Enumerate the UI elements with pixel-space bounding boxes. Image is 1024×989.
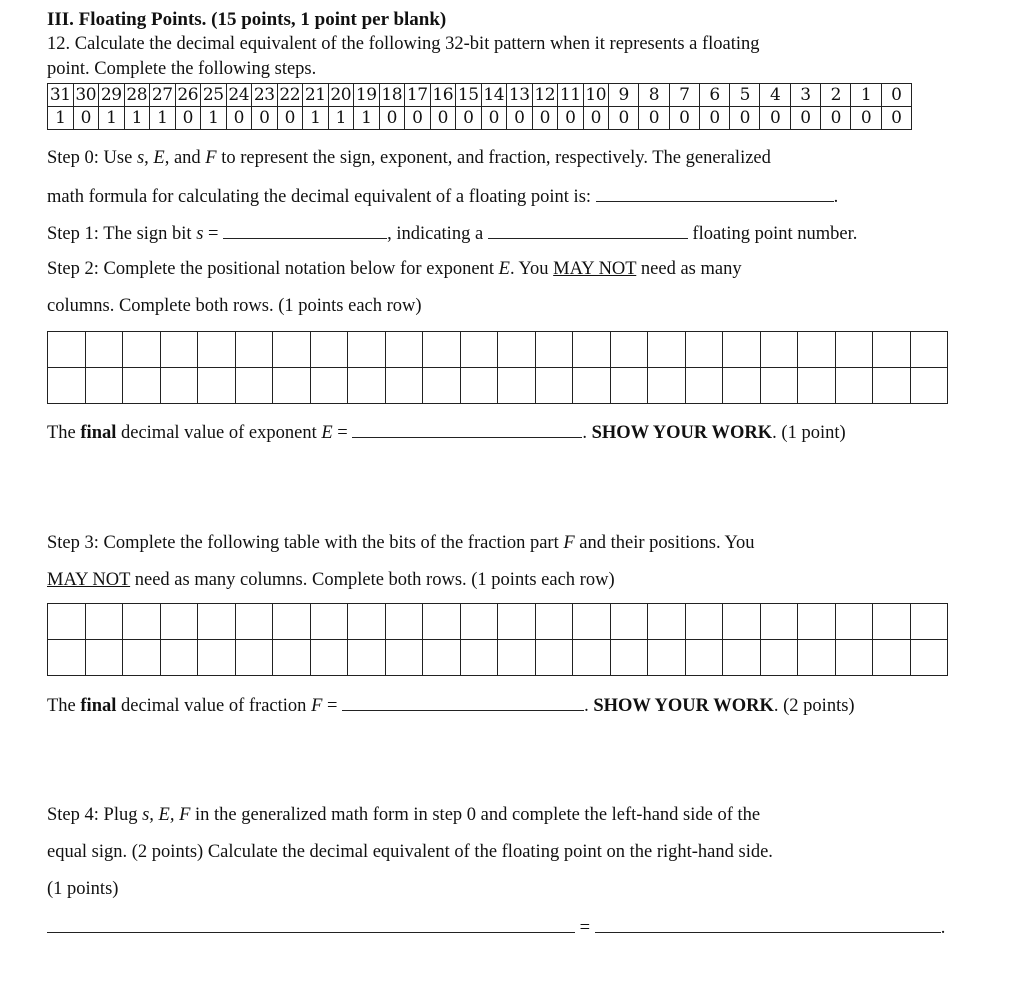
bit-value-cell: 0 [609,107,639,130]
grid-cell[interactable] [835,604,873,640]
bit-position-cell: 31 [48,84,74,107]
var-F: F [205,148,217,168]
exp-final-text-b: decimal value of exponent [116,423,322,443]
grid-cell[interactable] [873,640,911,676]
grid-cell[interactable] [610,368,648,404]
grid-cell[interactable] [348,368,386,404]
step4-line1 [47,805,760,826]
grid-cell[interactable] [685,368,723,404]
grid-cell[interactable] [85,604,123,640]
grid-cell[interactable] [460,604,498,640]
step1-text-c: floating point number. [687,224,858,244]
bit-value-cell: 0 [405,107,431,130]
frac-final-eq: = [322,696,343,716]
bit-position-cell: 12 [532,84,558,107]
frac-final-points: . (2 points) [773,696,855,716]
bit-position-cell: 0 [881,84,911,107]
rhs-blank[interactable] [595,916,941,933]
grid-cell[interactable] [160,332,198,368]
exponent-value-blank[interactable] [352,421,582,438]
grid-cell[interactable] [535,368,573,404]
bit-position-cell: 3 [790,84,820,107]
exp-final-eq: = [332,423,353,443]
sign-bit-blank[interactable] [223,222,387,239]
grid-cell[interactable] [685,332,723,368]
exponent-grid-row-1 [48,332,948,368]
step3-text-c: need as many columns. Complete both rows. (1 points each row) [130,570,615,590]
show-your-work: SHOW YOUR WORK [593,696,774,716]
exponent-grid [47,331,948,404]
grid-cell[interactable] [198,604,236,640]
var-s: s [136,148,145,168]
step1-text-a: Step 1: The sign bit [47,224,197,244]
bit-value-cell: 0 [760,107,790,130]
bit-position-row [48,84,912,107]
grid-cell[interactable] [423,332,461,368]
var-s: s [196,224,204,244]
grid-cell[interactable] [235,368,273,404]
bit-value-cell: 0 [277,107,303,130]
grid-cell[interactable] [535,604,573,640]
step2-text-b: . You [509,259,554,279]
frac-final-text-a: The [47,696,81,716]
bit-value-cell: 1 [328,107,354,130]
final-emphasis: final [80,423,117,443]
grid-cell[interactable] [160,640,198,676]
bit-value-cell: 1 [99,107,125,130]
grid-cell[interactable] [123,604,161,640]
step4-eq: = [575,918,595,938]
bit-position-cell: 30 [73,84,99,107]
sign-type-blank[interactable] [488,222,688,239]
grid-cell[interactable] [273,640,311,676]
step0-end: . [833,187,839,207]
fraction-final-line [47,694,855,717]
grid-cell[interactable] [310,332,348,368]
formula-blank[interactable] [596,185,834,202]
bit-value-cell: 0 [821,107,851,130]
grid-cell[interactable] [385,604,423,640]
grid-cell[interactable] [123,640,161,676]
step4-end: . [940,918,946,938]
step3-text-a: Step 3: Complete the following table with the bits of the fraction part [47,533,564,553]
grid-cell[interactable] [235,332,273,368]
step3-line2 [47,570,615,591]
bit-value-cell: 0 [175,107,201,130]
step2-text-c: need as many [636,259,742,279]
grid-cell[interactable] [760,604,798,640]
grid-cell[interactable] [385,640,423,676]
grid-cell[interactable] [535,640,573,676]
grid-cell[interactable] [648,604,686,640]
bit-position-cell: 19 [354,84,380,107]
bit-value-cell: 0 [558,107,584,130]
grid-cell[interactable] [610,332,648,368]
grid-cell[interactable] [235,640,273,676]
grid-cell[interactable] [498,604,536,640]
bit-position-cell: 21 [303,84,329,107]
bit-value-cell: 1 [201,107,227,130]
question-intro-2: point. Complete the following steps. [47,59,317,79]
grid-cell[interactable] [723,332,761,368]
bit-position-cell: 4 [760,84,790,107]
bit-value-cell: 0 [73,107,99,130]
grid-cell[interactable] [835,332,873,368]
section-title: III. Floating Points. (15 points, 1 point per blank) [47,9,447,30]
grid-cell[interactable] [910,604,948,640]
step2-line2: columns. Complete both rows. (1 points each row) [47,296,422,316]
bit-value-cell: 0 [730,107,760,130]
grid-cell[interactable] [348,640,386,676]
step1-eq: = [203,224,224,244]
show-your-work: SHOW YOUR WORK [591,423,773,443]
bit-value-cell: 0 [481,107,507,130]
bit-value-cell: 0 [226,107,252,130]
grid-cell[interactable] [385,332,423,368]
step4-text-b: in the generalized math form in step 0 and complete the left-hand side of the [190,805,761,825]
bit-value-cell: 0 [532,107,558,130]
grid-cell[interactable] [573,368,611,404]
grid-cell[interactable] [85,640,123,676]
grid-cell[interactable] [423,640,461,676]
step2-text-a: Step 2: Complete the positional notation below for exponent [47,259,499,279]
final-emphasis: final [80,696,117,716]
grid-cell[interactable] [910,640,948,676]
grid-cell[interactable] [310,368,348,404]
step1-text-b: , indicating a [387,224,488,244]
grid-cell[interactable] [760,368,798,404]
bit-position-cell: 22 [277,84,303,107]
step0-line1 [47,148,771,169]
bit-position-cell: 13 [507,84,533,107]
grid-cell[interactable] [610,640,648,676]
grid-cell[interactable] [385,368,423,404]
bit-position-cell: 15 [456,84,482,107]
grid-cell[interactable] [685,604,723,640]
grid-cell[interactable] [123,368,161,404]
bit-value-cell: 1 [354,107,380,130]
step4-text-a: Step 4: Plug [47,805,143,825]
grid-cell[interactable] [123,332,161,368]
bit-position-cell: 27 [150,84,176,107]
grid-cell[interactable] [610,604,648,640]
fraction-grid [47,603,948,676]
bit-position-cell: 7 [669,84,699,107]
grid-cell[interactable] [498,332,536,368]
exponent-final-line [47,421,846,444]
step4-line2: equal sign. (2 points) Calculate the decimal equivalent of the floating point on the right-hand side. [47,842,773,862]
grid-cell[interactable] [910,332,948,368]
grid-cell[interactable] [760,332,798,368]
grid-cell[interactable] [198,640,236,676]
grid-cell[interactable] [910,368,948,404]
grid-cell[interactable] [85,332,123,368]
bit-position-cell: 9 [609,84,639,107]
grid-cell[interactable] [648,332,686,368]
bit-value-cell: 0 [790,107,820,130]
var-E: E [321,423,333,443]
grid-cell[interactable] [723,368,761,404]
step0-c1: , [144,148,154,168]
grid-cell[interactable] [48,368,86,404]
bit-value-cell: 0 [379,107,405,130]
grid-cell[interactable] [723,604,761,640]
grid-cell[interactable] [648,368,686,404]
grid-cell[interactable] [235,604,273,640]
bit-position-cell: 25 [201,84,227,107]
step0-text-b: to represent the sign, exponent, and fraction, respectively. The generalized [216,148,771,168]
grid-cell[interactable] [160,368,198,404]
grid-cell[interactable] [498,640,536,676]
grid-cell[interactable] [273,368,311,404]
bit-value-cell: 1 [303,107,329,130]
frac-final-text-b: decimal value of fraction [116,696,312,716]
grid-cell[interactable] [648,640,686,676]
step0-formula-prompt: math formula for calculating the decimal equivalent of a floating point is: [47,187,596,207]
grid-cell[interactable] [423,368,461,404]
grid-cell[interactable] [423,604,461,640]
step0-line2 [47,185,838,208]
grid-cell[interactable] [348,604,386,640]
var-E: E [153,148,165,168]
bit-value-cell: 1 [124,107,150,130]
grid-cell[interactable] [460,368,498,404]
fraction-grid-row-1 [48,604,948,640]
may-not-emphasis: MAY NOT [47,570,131,590]
step4-vars: s, E, F [142,805,191,825]
grid-cell[interactable] [460,640,498,676]
grid-cell[interactable] [798,332,836,368]
grid-cell[interactable] [48,604,86,640]
bit-position-cell: 26 [175,84,201,107]
grid-cell[interactable] [198,332,236,368]
step2-line1 [47,259,742,280]
grid-cell[interactable] [198,368,236,404]
step4-line3: (1 points) [47,879,119,899]
grid-cell[interactable] [760,640,798,676]
bit-position-cell: 5 [730,84,760,107]
var-F: F [311,696,323,716]
grid-cell[interactable] [498,368,536,404]
bit-value-cell: 0 [507,107,533,130]
bit-position-cell: 2 [821,84,851,107]
exp-final-dot: . [582,423,592,443]
frac-final-dot: . [584,696,594,716]
bit-pattern-table [47,83,912,130]
bit-position-cell: 6 [699,84,729,107]
bit-position-cell: 1 [851,84,881,107]
exponent-grid-row-2 [48,368,948,404]
grid-cell[interactable] [873,368,911,404]
var-E: E [498,259,510,279]
grid-cell[interactable] [48,640,86,676]
grid-cell[interactable] [573,604,611,640]
step4-answer-line [47,916,945,939]
step3-line1 [47,533,755,554]
grid-cell[interactable] [873,604,911,640]
var-F: F [563,533,575,553]
bit-value-cell: 0 [639,107,669,130]
grid-cell[interactable] [310,640,348,676]
bit-position-cell: 10 [583,84,609,107]
bit-position-cell: 11 [558,84,584,107]
step0-c2: , and [164,148,206,168]
bit-position-cell: 8 [639,84,669,107]
grid-cell[interactable] [685,640,723,676]
grid-cell[interactable] [85,368,123,404]
grid-cell[interactable] [798,640,836,676]
bit-value-cell: 0 [430,107,456,130]
step1-line [47,222,857,245]
grid-cell[interactable] [348,332,386,368]
grid-cell[interactable] [723,640,761,676]
fraction-grid-row-2 [48,640,948,676]
exp-final-points: . (1 point) [772,423,846,443]
grid-cell[interactable] [798,368,836,404]
bit-position-cell: 16 [430,84,456,107]
bit-position-cell: 18 [379,84,405,107]
bit-value-cell: 0 [252,107,278,130]
grid-cell[interactable] [835,640,873,676]
grid-cell[interactable] [273,604,311,640]
bit-value-cell: 0 [699,107,729,130]
grid-cell[interactable] [460,332,498,368]
grid-cell[interactable] [535,332,573,368]
grid-cell[interactable] [573,332,611,368]
bit-value-cell: 0 [583,107,609,130]
fraction-value-blank[interactable] [342,694,584,711]
bit-position-cell: 24 [226,84,252,107]
bit-position-cell: 23 [252,84,278,107]
bit-position-cell: 17 [405,84,431,107]
question-intro: 12. Calculate the decimal equivalent of the following 32-bit pattern when it represents a floating [47,34,760,54]
grid-cell[interactable] [798,604,836,640]
grid-cell[interactable] [48,332,86,368]
lhs-blank[interactable] [47,916,575,933]
bit-value-cell: 1 [150,107,176,130]
grid-cell[interactable] [835,368,873,404]
grid-cell[interactable] [573,640,611,676]
may-not-emphasis: MAY NOT [553,259,637,279]
bit-position-cell: 20 [328,84,354,107]
bit-position-cell: 14 [481,84,507,107]
bit-position-cell: 29 [99,84,125,107]
bit-value-cell: 0 [881,107,911,130]
bit-position-cell: 28 [124,84,150,107]
step0-text-a: Step 0: Use [47,148,137,168]
step3-text-b: and their positions. You [574,533,755,553]
bit-value-cell: 0 [669,107,699,130]
grid-cell[interactable] [273,332,311,368]
bit-value-cell: 1 [48,107,74,130]
bit-value-cell: 0 [851,107,881,130]
grid-cell[interactable] [160,604,198,640]
bit-value-row [48,107,912,130]
grid-cell[interactable] [310,604,348,640]
exp-final-text-a: The [47,423,81,443]
grid-cell[interactable] [873,332,911,368]
bit-value-cell: 0 [456,107,482,130]
